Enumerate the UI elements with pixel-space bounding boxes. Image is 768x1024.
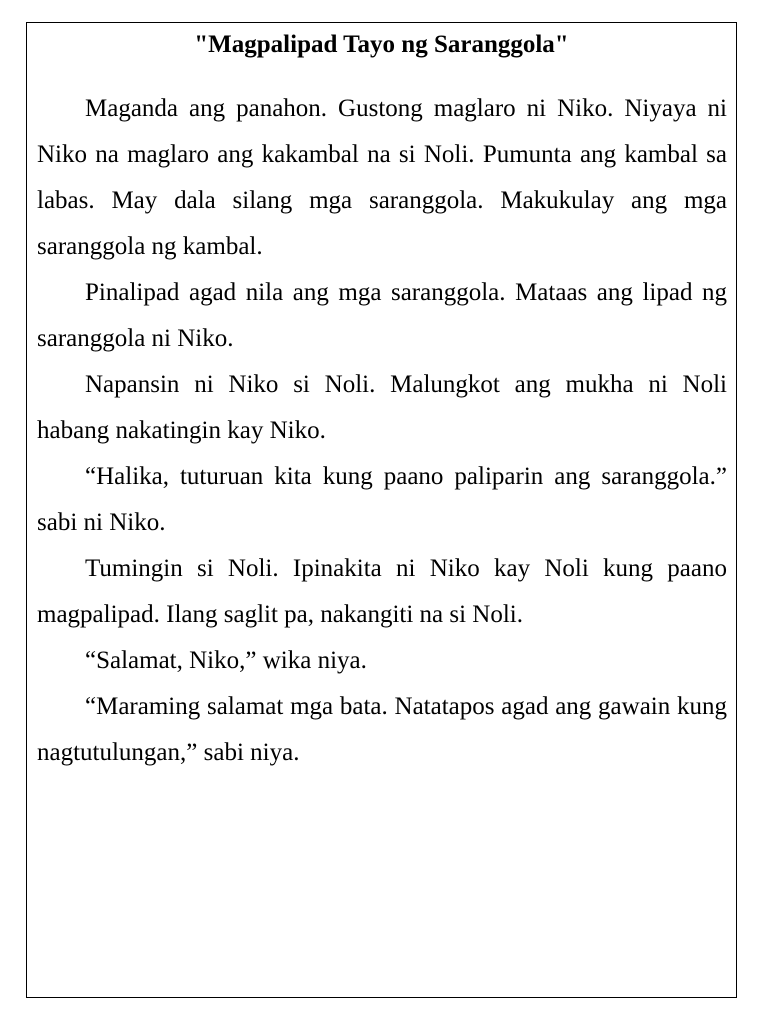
story-body — [37, 86, 727, 776]
story-paragraph: “Halika, tuturuan kita kung paano paliparin ang saranggola.” sabi ni Niko. — [37, 463, 727, 536]
story-paragraph: Tumingin si Noli. Ipinakita ni Niko kay Noli kung paano magpalipad. Ilang saglit pa, nakangiti na si Noli. — [37, 555, 727, 628]
story-paragraph: “Maraming salamat mga bata. Natatapos agad ang gawain kung nagtutulungan,” sabi niya. — [37, 693, 727, 766]
story-paragraph: “Salamat, Niko,” wika niya. — [85, 647, 367, 674]
story-paragraph: Maganda ang panahon. Gustong maglaro ni Niko. Niyaya ni Niko na maglaro ang kakambal na si Noli. Pumunta ang kambal sa labas. May dala silang mga saranggola. Makukulay ang mga saranggola ng kambal. — [37, 95, 727, 260]
story-paragraph: Napansin ni Niko si Noli. Malungkot ang mukha ni Noli habang nakatingin kay Niko. — [37, 371, 727, 444]
story-title: "Magpalipad Tayo ng Saranggola" — [194, 31, 569, 58]
page-frame — [26, 22, 737, 998]
story-paragraph: Pinalipad agad nila ang mga saranggola. Mataas ang lipad ng saranggola ni Niko. — [37, 279, 727, 352]
